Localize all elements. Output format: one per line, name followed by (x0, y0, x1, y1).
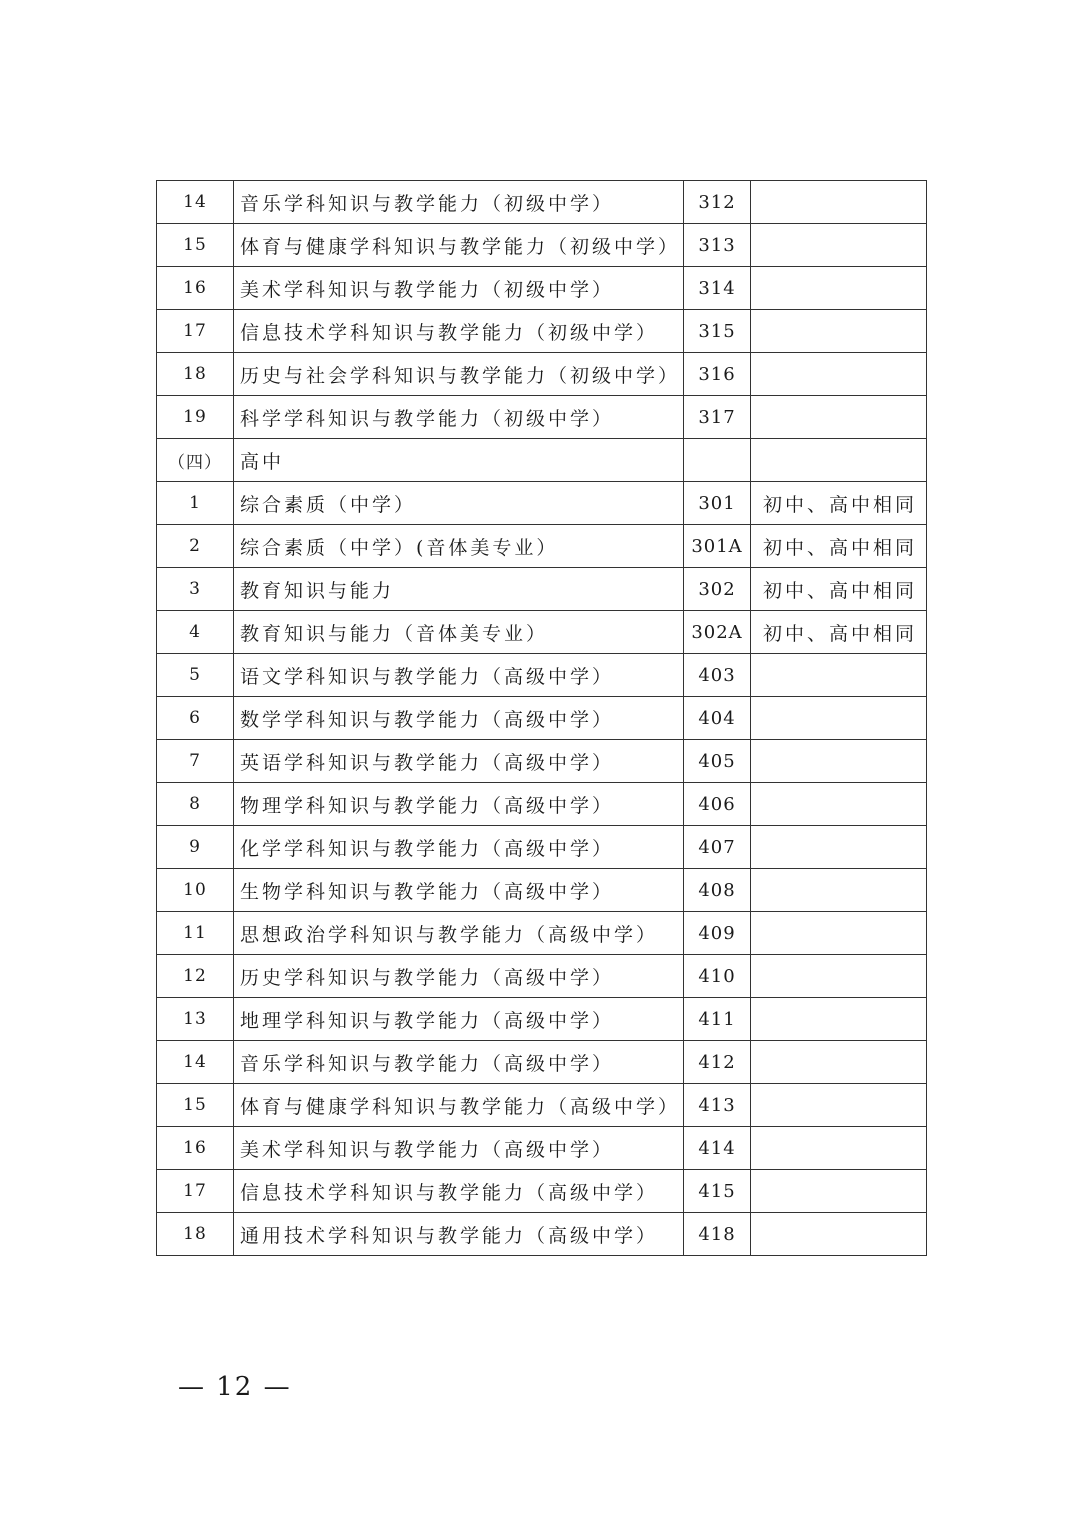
row-index: 9 (157, 826, 234, 869)
table-row (157, 998, 927, 1041)
table-row (157, 525, 927, 568)
section-header-row (157, 439, 927, 482)
row-note (751, 697, 927, 740)
table-row (157, 482, 927, 525)
subject-name: 历史与社会学科知识与教学能力（初级中学） (234, 353, 684, 396)
table-row (157, 353, 927, 396)
table-row (157, 611, 927, 654)
row-index: 5 (157, 654, 234, 697)
subject-code: 317 (684, 396, 751, 439)
subject-code: 414 (684, 1127, 751, 1170)
page-number: — 12 — (178, 1372, 292, 1402)
subject-code: 412 (684, 1041, 751, 1084)
row-index: 14 (157, 181, 234, 224)
subject-name: 美术学科知识与教学能力（高级中学） (234, 1127, 684, 1170)
row-note: 初中、高中相同 (751, 525, 927, 568)
row-index: 15 (157, 224, 234, 267)
table-row (157, 654, 927, 697)
subject-name: 综合素质（中学）(音体美专业） (234, 525, 684, 568)
row-note (751, 439, 927, 482)
subject-code: 411 (684, 998, 751, 1041)
table-row (157, 697, 927, 740)
row-note (751, 1041, 927, 1084)
subject-code: 314 (684, 267, 751, 310)
subject-code: 301A (684, 525, 751, 568)
table-row (157, 310, 927, 353)
row-index: 12 (157, 955, 234, 998)
row-index: 17 (157, 1170, 234, 1213)
subject-code: 406 (684, 783, 751, 826)
subject-name: 生物学科知识与教学能力（高级中学） (234, 869, 684, 912)
subject-code: 312 (684, 181, 751, 224)
subject-name: 科学学科知识与教学能力（初级中学） (234, 396, 684, 439)
subject-code: 415 (684, 1170, 751, 1213)
subject-name: 音乐学科知识与教学能力（高级中学） (234, 1041, 684, 1084)
row-index: 10 (157, 869, 234, 912)
subject-name: 综合素质（中学） (234, 482, 684, 525)
section-index: （四） (157, 439, 234, 482)
row-index: 6 (157, 697, 234, 740)
table-row (157, 826, 927, 869)
row-index: 11 (157, 912, 234, 955)
subject-table-body (157, 181, 927, 1256)
row-index: 15 (157, 1084, 234, 1127)
subject-name: 历史学科知识与教学能力（高级中学） (234, 955, 684, 998)
row-index: 18 (157, 1213, 234, 1256)
row-note (751, 181, 927, 224)
table-row (157, 1170, 927, 1213)
table-row (157, 396, 927, 439)
table-row (157, 1213, 927, 1256)
subject-code: 403 (684, 654, 751, 697)
row-index: 16 (157, 267, 234, 310)
subject-code: 408 (684, 869, 751, 912)
row-index: 16 (157, 1127, 234, 1170)
subject-code: 409 (684, 912, 751, 955)
table-row (157, 955, 927, 998)
row-note (751, 654, 927, 697)
row-note: 初中、高中相同 (751, 568, 927, 611)
subject-name: 体育与健康学科知识与教学能力（高级中学） (234, 1084, 684, 1127)
subject-name: 美术学科知识与教学能力（初级中学） (234, 267, 684, 310)
row-note (751, 310, 927, 353)
row-index: 1 (157, 482, 234, 525)
row-note (751, 1170, 927, 1213)
row-index: 4 (157, 611, 234, 654)
row-note (751, 396, 927, 439)
subject-name: 教育知识与能力 (234, 568, 684, 611)
table-row (157, 181, 927, 224)
subject-name: 语文学科知识与教学能力（高级中学） (234, 654, 684, 697)
subject-code: 405 (684, 740, 751, 783)
subject-name: 通用技术学科知识与教学能力（高级中学） (234, 1213, 684, 1256)
row-note (751, 826, 927, 869)
subject-name: 物理学科知识与教学能力（高级中学） (234, 783, 684, 826)
row-note (751, 955, 927, 998)
row-index: 18 (157, 353, 234, 396)
subject-code: 410 (684, 955, 751, 998)
row-note (751, 740, 927, 783)
subject-name: 信息技术学科知识与教学能力（初级中学） (234, 310, 684, 353)
row-index: 13 (157, 998, 234, 1041)
subject-code (684, 439, 751, 482)
row-note: 初中、高中相同 (751, 611, 927, 654)
table-row (157, 1041, 927, 1084)
subject-code: 302A (684, 611, 751, 654)
subject-name: 英语学科知识与教学能力（高级中学） (234, 740, 684, 783)
row-index: 3 (157, 568, 234, 611)
subject-table (156, 180, 927, 1256)
subject-code: 413 (684, 1084, 751, 1127)
subject-name: 数学学科知识与教学能力（高级中学） (234, 697, 684, 740)
subject-name: 音乐学科知识与教学能力（初级中学） (234, 181, 684, 224)
row-note (751, 267, 927, 310)
section-title: 高中 (234, 439, 684, 482)
row-index: 7 (157, 740, 234, 783)
table-row (157, 224, 927, 267)
row-index: 17 (157, 310, 234, 353)
row-note (751, 224, 927, 267)
table-row (157, 568, 927, 611)
row-note (751, 869, 927, 912)
subject-code: 404 (684, 697, 751, 740)
subject-code: 315 (684, 310, 751, 353)
row-index: 19 (157, 396, 234, 439)
table-row (157, 1127, 927, 1170)
row-note: 初中、高中相同 (751, 482, 927, 525)
subject-code: 302 (684, 568, 751, 611)
subject-code: 407 (684, 826, 751, 869)
subject-name: 化学学科知识与教学能力（高级中学） (234, 826, 684, 869)
subject-name: 教育知识与能力（音体美专业） (234, 611, 684, 654)
subject-code: 313 (684, 224, 751, 267)
row-note (751, 998, 927, 1041)
subject-code: 316 (684, 353, 751, 396)
table-row (157, 869, 927, 912)
row-note (751, 353, 927, 396)
subject-code: 301 (684, 482, 751, 525)
row-note (751, 1127, 927, 1170)
table-row (157, 912, 927, 955)
row-note (751, 912, 927, 955)
subject-code: 418 (684, 1213, 751, 1256)
row-note (751, 783, 927, 826)
table-row (157, 783, 927, 826)
table-row (157, 267, 927, 310)
row-index: 14 (157, 1041, 234, 1084)
subject-name: 地理学科知识与教学能力（高级中学） (234, 998, 684, 1041)
table-row (157, 740, 927, 783)
subject-name: 思想政治学科知识与教学能力（高级中学） (234, 912, 684, 955)
row-index: 8 (157, 783, 234, 826)
table-row (157, 1084, 927, 1127)
row-note (751, 1084, 927, 1127)
row-index: 2 (157, 525, 234, 568)
row-note (751, 1213, 927, 1256)
subject-name: 体育与健康学科知识与教学能力（初级中学） (234, 224, 684, 267)
subject-name: 信息技术学科知识与教学能力（高级中学） (234, 1170, 684, 1213)
